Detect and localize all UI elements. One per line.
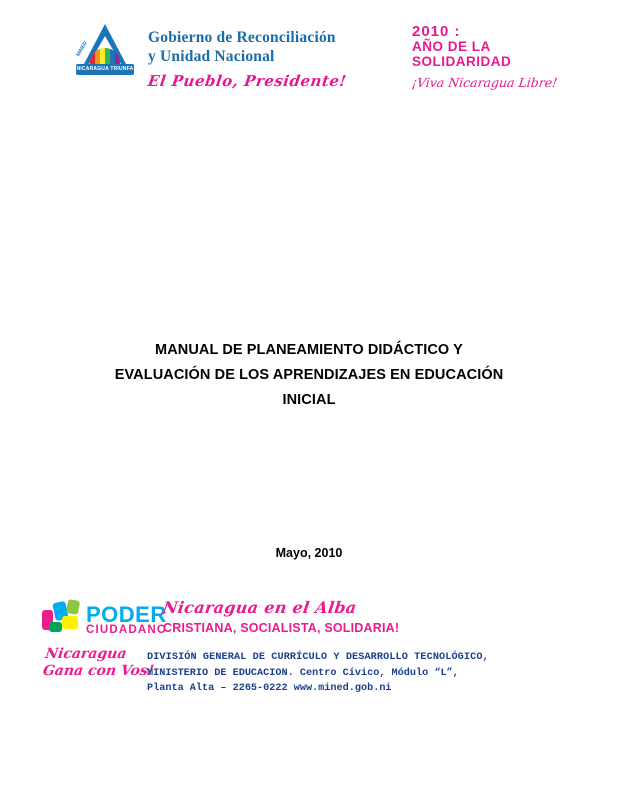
document-footer bbox=[0, 596, 618, 726]
government-name-line2: y Unidad Nacional bbox=[148, 48, 275, 65]
emblem-base bbox=[76, 64, 134, 75]
emblem-base-text: NICARAGUA TRIUNFA bbox=[76, 66, 134, 72]
gana-line2: Gana con Vos! bbox=[41, 663, 156, 679]
year-line3: SOLIDARIDAD bbox=[412, 54, 512, 69]
emblem-arc-text: MINED bbox=[75, 40, 89, 58]
shape-yellow bbox=[62, 616, 78, 629]
alba-slogan-block bbox=[163, 598, 399, 635]
alba-subtitle: CRISTIANA, SOCIALISTA, SOLIDARIA! bbox=[163, 621, 400, 635]
alba-script-slogan: Nicaragua en el Alba bbox=[161, 598, 358, 617]
page-title bbox=[60, 338, 558, 413]
government-slogan: El Pueblo, Presidente! bbox=[146, 72, 348, 90]
poder-ciudadano-shapes-icon bbox=[42, 600, 82, 632]
page-title-line3: INICIAL bbox=[282, 392, 336, 408]
government-name-block bbox=[148, 22, 347, 90]
nicaragua-triunfa-emblem-icon bbox=[72, 22, 138, 94]
year-line2: AÑO DE LA bbox=[412, 39, 491, 54]
government-name-line1: Gobierno de Reconciliación bbox=[148, 29, 336, 46]
year-campaign-block bbox=[412, 24, 557, 90]
poder-label: PODER bbox=[86, 602, 167, 627]
government-logo-block bbox=[72, 22, 347, 94]
ministry-line3: Planta Alta – 2265-0222 www.mined.gob.ni bbox=[147, 683, 392, 694]
document-header bbox=[0, 18, 618, 118]
page-title-line1: MANUAL DE PLANEAMIENTO DIDÁCTICO Y bbox=[155, 342, 463, 358]
ministry-line2: MINISTERIO DE EDUCACION. Centro Cívico, Módulo “L”, bbox=[147, 667, 459, 679]
year-slogan: ¡Viva Nicaragua Libre! bbox=[410, 75, 559, 90]
ministry-contact-block bbox=[147, 650, 587, 697]
ciudadano-label: CIUDADANO bbox=[86, 624, 168, 636]
gana-line1: Nicaragua bbox=[44, 646, 128, 662]
gana-con-vos-slogan bbox=[42, 646, 158, 680]
document-date: Mayo, 2010 bbox=[275, 546, 343, 560]
year-label: 2010 : bbox=[412, 23, 461, 40]
page-title-line2: EVALUACIÓN DE LOS APRENDIZAJES EN EDUCACIÓN bbox=[114, 367, 504, 383]
poder-ciudadano-logo bbox=[41, 600, 168, 679]
shape-lightgreen bbox=[66, 599, 80, 615]
shape-green bbox=[49, 622, 62, 632]
ministry-line1: DIVISIÓN GENERAL DE CURRÍCULO Y DESARROLLO TECNOLÓGICO, bbox=[147, 652, 489, 663]
